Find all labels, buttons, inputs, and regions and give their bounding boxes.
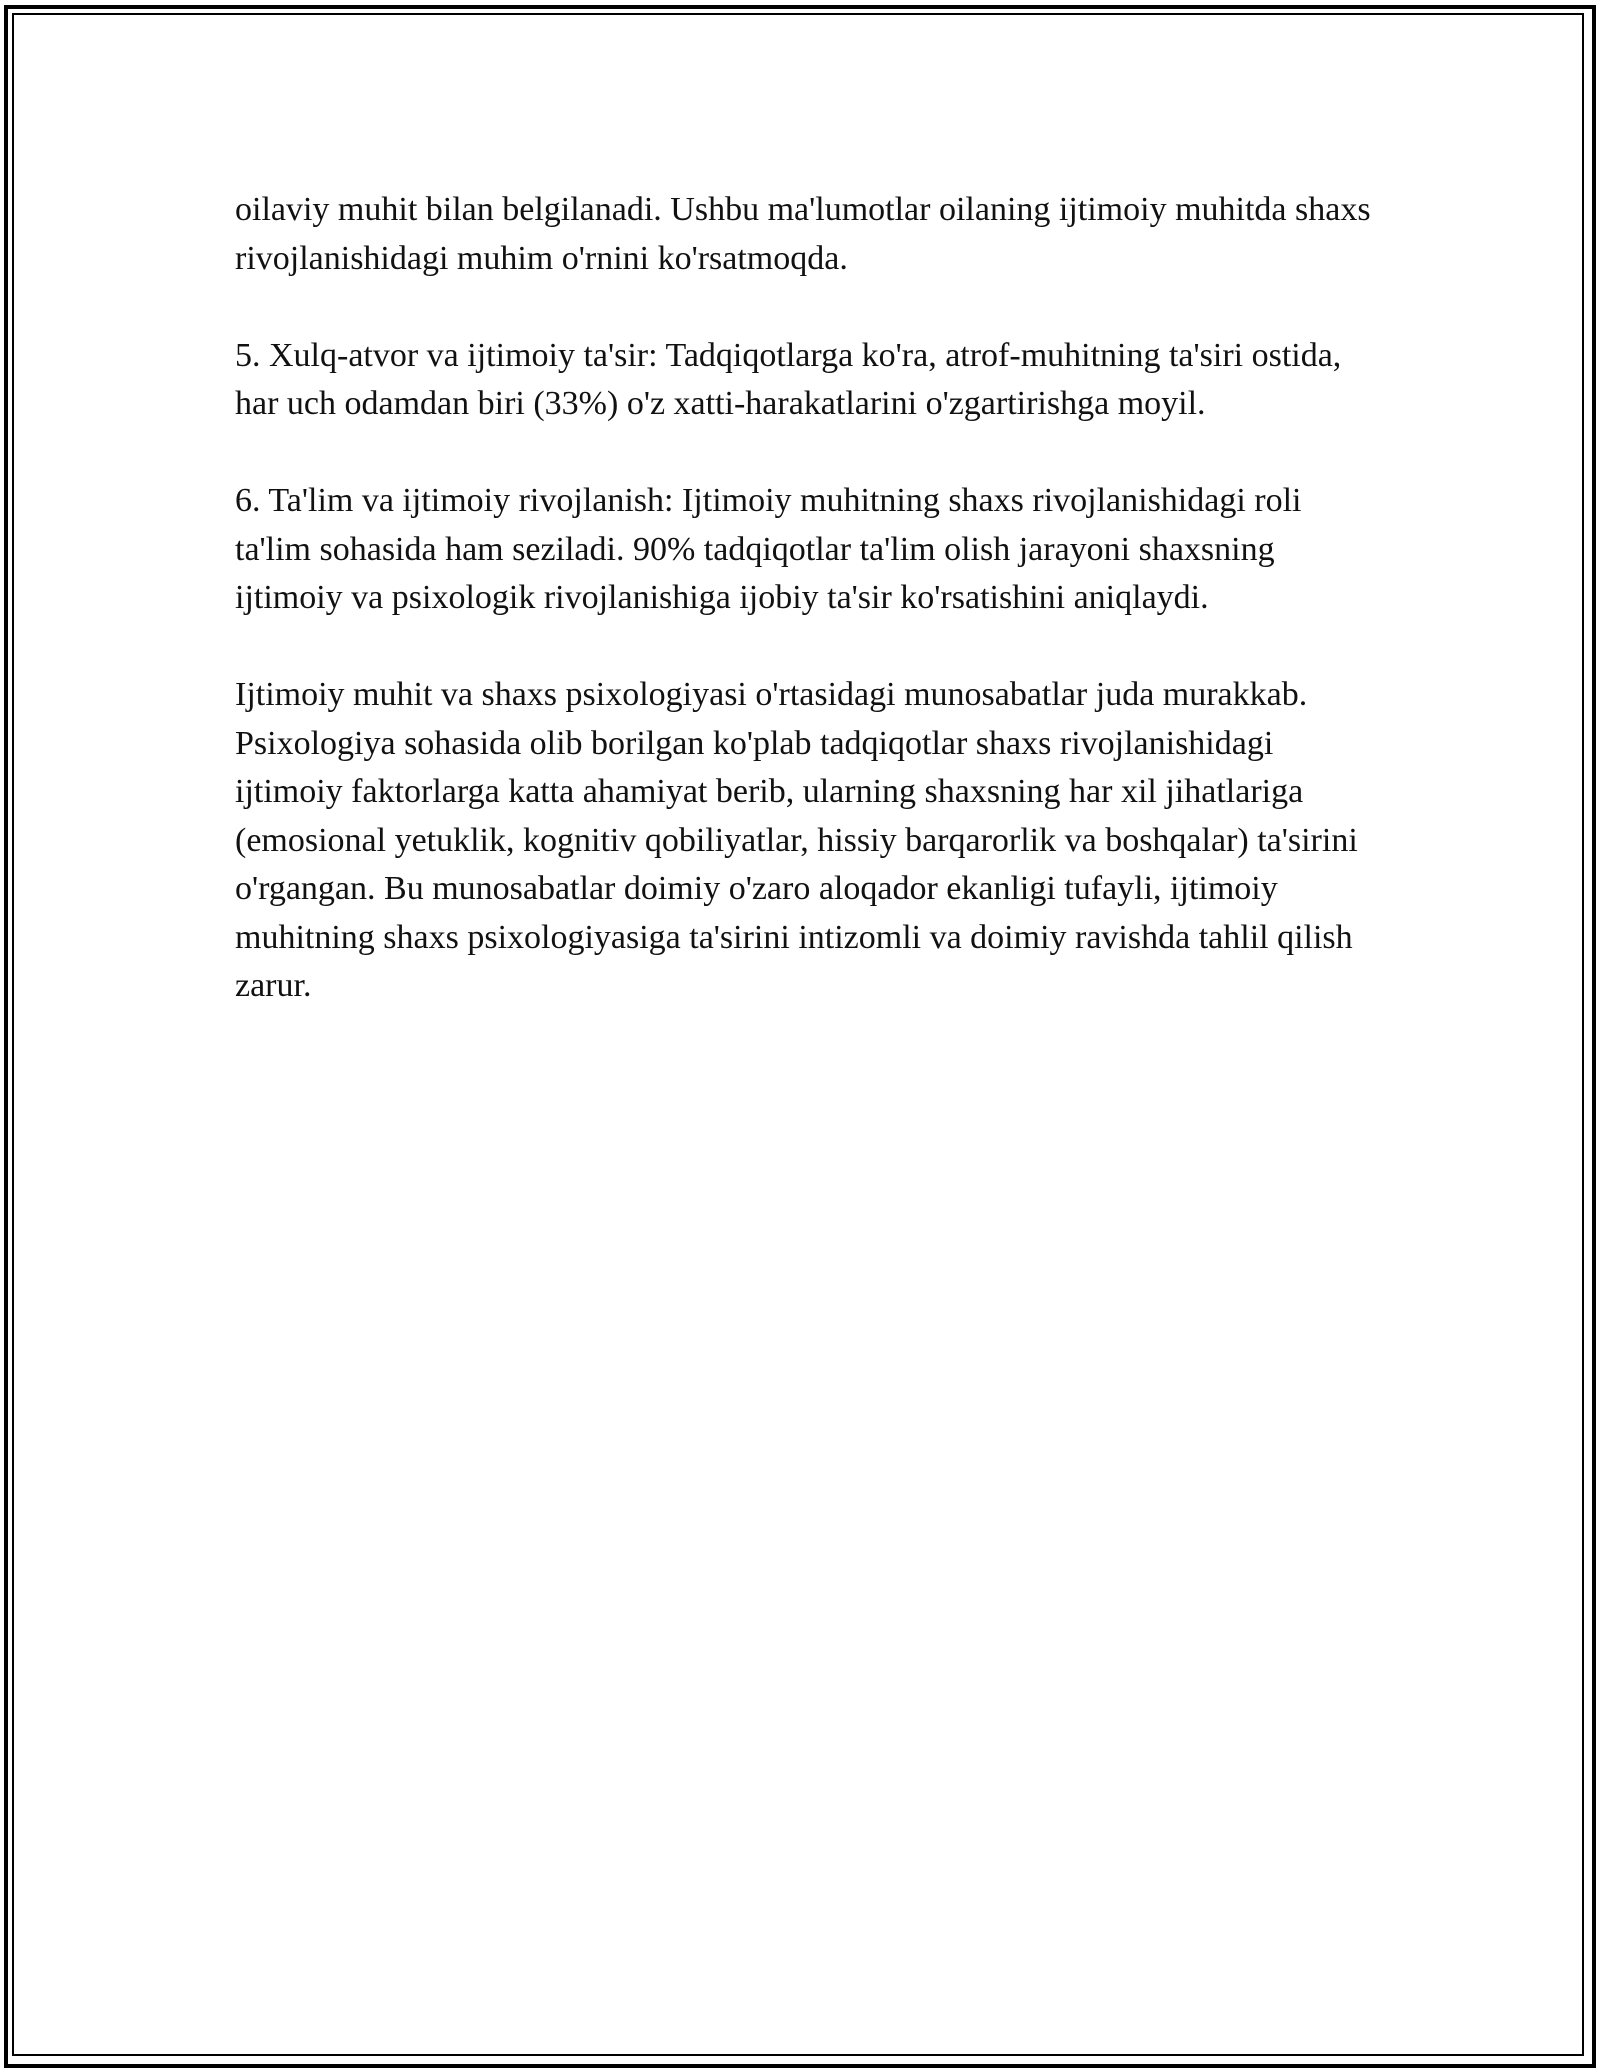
paragraph-conclusion: Ijtimoiy muhit va shaxs psixologiyasi o'rtasidagi munosabatlar juda murakkab. Psixologiya sohasida olib borilgan ko'plab tadqiqotlar shaxs rivojlanishidagi ijtimoiy faktorlarga katta ahamiyat berib, ularning shaxsning har xil jihatlariga (emosional yetuklik, kognitiv qobiliyatlar, hissiy barqarorlik va boshqalar) ta'sirini o'rgangan. Bu munosabatlar doimiy o'zaro aloqador ekanligi tufayli, ijtimoiy muhitning shaxs psixologiyasiga ta'sirini intizomli va doimiy ravishda tahlil qilish zarur. (235, 676, 1358, 1004)
document-body (235, 186, 1375, 1059)
paragraph-family-environment: oilaviy muhit bilan belgilanadi. Ushbu ma'lumotlar oilaning ijtimoiy muhitda shaxs rivojlanishidagi muhim o'rnini ko'rsatmoqda. (235, 191, 1371, 277)
paragraph-education-social-development: 6. Ta'lim va ijtimoiy rivojlanish: Ijtimoiy muhitning shaxs rivojlanishidagi roli ta'lim sohasida ham seziladi. 90% tadqiqotlar ta'lim olish jarayoni shaxsning ijtimoiy va psixologik rivojlanishiga ijobiy ta'sir ko'rsatishini aniqlaydi. (235, 482, 1302, 616)
paragraph-behavior-social-influence: 5. Xulq-atvor va ijtimoiy ta'sir: Tadqiqotlarga ko'ra, atrof-muhitning ta'siri ostida, har uch odamdan biri (33%) o'z xatti-harakatlarini o'zgartirishga moyil. (235, 336, 1342, 422)
